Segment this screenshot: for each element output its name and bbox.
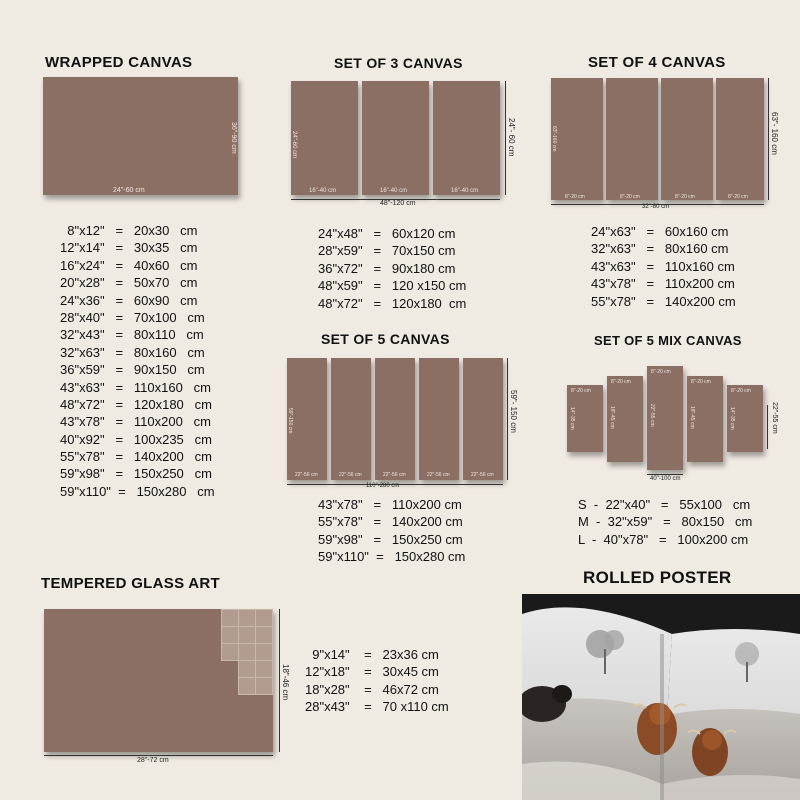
set3-panel-label: 16"-40 cm <box>451 188 479 194</box>
set3-panel-label: 16"-40 cm <box>309 188 337 194</box>
size-row: 59"x110" = 150x280 cm <box>60 483 215 499</box>
set5-panel-label: 22"-56 cm <box>295 472 318 478</box>
set4-height-line <box>768 78 769 200</box>
poster-illustration <box>522 594 800 800</box>
glass-height-line <box>279 609 280 752</box>
set4-panel-4 <box>716 78 764 200</box>
set5mix-panel-4 <box>687 376 723 462</box>
set5mix-top-label: 8"-20 cm <box>691 379 711 385</box>
size-row: 40"x92" = 100x235 cm <box>60 431 212 447</box>
set4-panel-2 <box>606 78 658 200</box>
set5-panel-2 <box>331 358 371 480</box>
size-row: 9"x14" = 23x36 cm <box>305 647 439 662</box>
set5-panel-label: 22"-56 cm <box>339 472 362 478</box>
set3-panel-2 <box>362 81 429 195</box>
set5mix-height-label: 22"-55 cm <box>771 402 778 434</box>
size-row: 32"x63" = 80x160 cm <box>591 241 729 257</box>
set4-panel-3 <box>661 78 713 200</box>
poster-photo <box>522 594 800 800</box>
size-row: 24"x48" = 60x120 cm <box>318 226 456 241</box>
set3-width-label: 48"-120 cm <box>380 200 416 207</box>
size-row: 43"x78" = 110x200 cm <box>318 497 462 512</box>
size-row: 48"x72" = 120x180 cm <box>318 295 467 311</box>
set5mix-sizes-list <box>578 496 752 548</box>
set5-panel-label: 22"-56 cm <box>471 472 494 478</box>
size-row: 36"x72" = 90x180 cm <box>318 260 456 276</box>
size-row: 32"x63" = 80x160 cm <box>60 344 205 360</box>
set3-panel-1 <box>291 81 358 195</box>
size-row: 12"x18" = 30x45 cm <box>305 664 439 680</box>
set4-panel-label: 8"-20 cm <box>675 194 695 200</box>
set5mix-top-label: 8"-20 cm <box>651 369 671 375</box>
set3-panel-3 <box>433 81 500 195</box>
set4-sizes-list <box>591 223 736 310</box>
wrapped-canvas-title: WRAPPED CANVAS <box>45 54 193 71</box>
set5mix-top-label: 8"-20 cm <box>731 388 751 394</box>
wrapped-canvas-panel <box>43 77 238 195</box>
set3-inner-height-label: 24"-60 cm <box>291 131 297 159</box>
set5-panel-1 <box>287 358 327 480</box>
set5mix-side-label-3: 22"-55 cm <box>649 404 655 427</box>
size-row: M - 32"x59" = 80x150 cm <box>578 514 753 530</box>
set5mix-panel-2 <box>607 376 643 462</box>
set4-height-label: 63"- 160 cm <box>770 112 779 155</box>
set5mix-height-line <box>767 405 768 449</box>
set4-panel-1 <box>551 78 603 200</box>
set3-height-label: 24"- 60 cm <box>507 118 516 157</box>
set5mix-panel-5 <box>727 385 763 452</box>
set5-inner-height-label: 59"-150 cm <box>287 408 293 434</box>
set5-height-line <box>507 358 508 480</box>
set5-title: SET OF 5 CANVAS <box>321 331 450 347</box>
glass-title: TEMPERED GLASS ART <box>41 575 221 592</box>
set3-height-line <box>505 81 506 195</box>
set5-panel-3 <box>375 358 415 480</box>
size-row: 28"x40" = 70x100 cm <box>60 309 205 325</box>
set5mix-side-label-4: 18"-45 cm <box>689 406 695 429</box>
glass-width-label: 28"-72 cm <box>137 757 169 764</box>
set5mix-title: SET OF 5 MIX CANVAS <box>594 333 742 348</box>
set3-sizes-list <box>318 225 466 312</box>
set4-panel-label: 8"-20 cm <box>620 194 640 200</box>
size-row: 43"x78" = 110x200 cm <box>60 414 211 430</box>
size-row: 24"x36" = 60x90 cm <box>60 292 198 308</box>
set5-panel-4 <box>419 358 459 480</box>
size-row: 59"x110" = 150x280 cm <box>318 549 466 565</box>
set5-panel-label: 22"-56 cm <box>383 472 406 478</box>
size-row: S - 22"x40" = 55x100 cm <box>578 497 751 512</box>
size-row: 20"x28" = 50x70 cm <box>60 275 198 291</box>
size-row: 48"x72" = 120x180 cm <box>60 396 212 412</box>
set5-width-label: 110"-280 cm <box>366 483 400 489</box>
size-row: 59"x98" = 150x250 cm <box>318 531 463 547</box>
set3-title: SET OF 3 CANVAS <box>334 55 463 71</box>
size-row: 48"x59" = 120 x150 cm <box>318 278 467 294</box>
wrapped-width-label: 24"-60 cm <box>113 187 145 194</box>
glass-sizes-list <box>305 646 449 716</box>
set4-inner-height-label: 63"-160 cm <box>551 126 557 152</box>
size-row: 36"x59" = 90x150 cm <box>60 362 205 378</box>
set4-width-label: 32"-80 cm <box>642 204 670 210</box>
set5mix-panel-1 <box>567 385 603 452</box>
size-row: 55"x78" = 140x200 cm <box>318 514 463 530</box>
set5mix-width-line <box>647 474 683 475</box>
size-row: 12"x14" = 30x35 cm <box>60 240 198 256</box>
set5-panel-label: 22"-56 cm <box>427 472 450 478</box>
size-row: 28"x43" = 70 x110 cm <box>305 699 449 715</box>
set4-panel-label: 8"-20 cm <box>565 194 585 200</box>
set5-height-label: 59"- 150 cm <box>509 390 518 433</box>
size-row: 55"x78" = 140x200 cm <box>591 293 736 309</box>
set5mix-side-label-5: 14"-35 cm <box>729 407 735 430</box>
size-row: 43"x63" = 110x160 cm <box>60 379 211 395</box>
set5mix-top-label: 8"-20 cm <box>571 388 591 394</box>
set5-sizes-list <box>318 496 465 566</box>
size-row: 18"x28" = 46x72 cm <box>305 681 439 697</box>
set4-panel-label: 8"-20 cm <box>728 194 748 200</box>
glass-width-line <box>44 755 273 756</box>
size-row: 32"x43" = 80x110 cm <box>60 327 204 343</box>
size-row: 43"x78" = 110x200 cm <box>591 276 735 292</box>
size-row: 28"x59" = 70x150 cm <box>318 243 456 259</box>
set5mix-top-label: 8"-20 cm <box>611 379 631 385</box>
glass-panel <box>44 609 273 752</box>
set5mix-side-label-1: 14"-35 cm <box>569 407 575 430</box>
size-row: 24"x63" = 60x160 cm <box>591 224 729 239</box>
wrapped-sizes-list <box>60 222 215 500</box>
set4-title: SET OF 4 CANVAS <box>588 54 726 71</box>
set5-panel-5 <box>463 358 503 480</box>
size-row: L - 40"x78" = 100x200 cm <box>578 531 749 547</box>
set3-panel-label: 16"-40 cm <box>380 188 408 194</box>
set5mix-side-label-2: 18"-45 cm <box>609 406 615 429</box>
size-row: 55"x78" = 140x200 cm <box>60 449 212 465</box>
size-row: 8"x12" = 20x30 cm <box>60 223 198 238</box>
wrapped-height-label: 36"-90 cm <box>230 122 237 154</box>
size-row: 43"x63" = 110x160 cm <box>591 258 735 274</box>
poster-title: ROLLED POSTER <box>583 568 732 587</box>
size-row: 16"x24" = 40x60 cm <box>60 257 198 273</box>
set5mix-panel-3 <box>647 366 683 470</box>
glass-height-label: 18"-46 cm <box>281 664 290 701</box>
set5mix-width-label: 40"-100 cm <box>650 476 681 482</box>
size-row: 59"x98" = 150x250 cm <box>60 466 212 482</box>
